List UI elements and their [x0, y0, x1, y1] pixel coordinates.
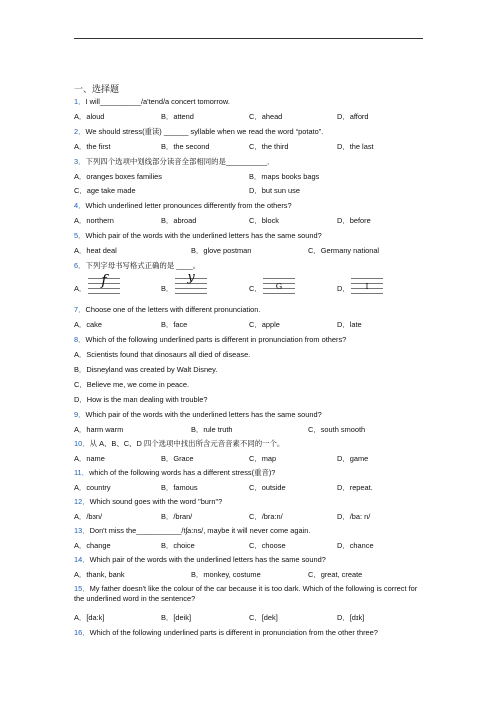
option-b[interactable]: B．/bran/	[161, 512, 193, 521]
question-14: 14．Which pair of the words with the underlined letters has the same sound?	[74, 555, 326, 564]
option-a[interactable]: A．thank, bank	[74, 570, 125, 579]
option-d[interactable]: D．game	[337, 454, 369, 463]
option-b[interactable]: B．the second	[161, 142, 210, 151]
option-b[interactable]: B．attend	[161, 112, 194, 121]
option-d-handwriting[interactable]: I	[351, 277, 383, 293]
option-a[interactable]: A．name	[74, 454, 105, 463]
question-1: 1．I will__________/a'tend/a concert tomorrow.	[74, 97, 230, 106]
option-a[interactable]: A．change	[74, 541, 111, 550]
options-2	[74, 142, 434, 152]
question-9: 9．Which pair of the words with the underlined letters has the same sound?	[74, 410, 322, 419]
section-title: 一、选择题	[74, 84, 120, 94]
option-a[interactable]: A．[da:k]	[74, 613, 105, 622]
option-b[interactable]: B．maps books bags	[249, 172, 320, 181]
option-b[interactable]: B．glove postman	[191, 246, 252, 255]
question-4: 4．Which underlined letter pronounces differently from the others?	[74, 201, 292, 210]
option-b[interactable]: B．[deik]	[161, 613, 191, 622]
options-12	[74, 512, 434, 522]
option-b[interactable]: B．famous	[161, 483, 198, 492]
options-3b	[74, 186, 434, 196]
option-b[interactable]: B．rule truth	[191, 425, 233, 434]
options-10	[74, 454, 434, 464]
option-a[interactable]: A．heat deal	[74, 246, 117, 255]
options-11	[74, 483, 434, 493]
options-7	[74, 320, 434, 330]
option-a[interactable]: A．country	[74, 483, 111, 492]
question-10: 10．从 A、B、C、D 四个选项中找出所含元音音素不同的一个。	[74, 439, 285, 448]
question-11: 11．which of the following words has a different stress(重音)?	[74, 468, 276, 477]
question-3: 3．下列四个选项中划线部分读音全部相同的是__________．	[74, 157, 275, 166]
option-c[interactable]: C．ahead	[249, 112, 283, 121]
option-8c[interactable]: C．Believe me, we come in peace.	[74, 380, 190, 389]
option-c[interactable]: C．map	[249, 454, 277, 463]
option-8a[interactable]: A．Scientists found that dinosaurs all died of disease.	[74, 350, 251, 359]
option-b[interactable]: B．Grace	[161, 454, 194, 463]
options-13	[74, 541, 434, 551]
option-a[interactable]: A．oranges boxes families	[74, 172, 162, 181]
question-8: 8．Which of the following underlined parts is different in pronunciation from others?	[74, 335, 347, 344]
option-c[interactable]: C．block	[249, 216, 279, 225]
option-c[interactable]: C．Germany national	[308, 246, 380, 255]
option-c[interactable]: C．south smooth	[308, 425, 366, 434]
option-b[interactable]: B．face	[161, 320, 188, 329]
options-5	[74, 246, 434, 256]
option-c[interactable]: C．/bra:n/	[249, 512, 283, 521]
option-a[interactable]: A．/bɜn/	[74, 512, 103, 521]
option-a[interactable]: A．the first	[74, 142, 111, 151]
question-5: 5．Which pair of the words with the underlined letters has the same sound?	[74, 231, 322, 240]
option-c[interactable]: C．apple	[249, 320, 280, 329]
option-d[interactable]: D．/ba: n/	[337, 512, 371, 521]
question-6: 6．下列字母书写格式正确的是 ____。	[74, 261, 201, 270]
question-2: 2．We should stress(重读) ______ syllable when we read the word “potato”.	[74, 127, 324, 136]
option-c[interactable]: C．outside	[249, 483, 286, 492]
option-a[interactable]: A．northern	[74, 216, 114, 225]
option-8b[interactable]: B．Disneyland was created by Walt Disney.	[74, 365, 218, 374]
option-b[interactable]: B．choice	[161, 541, 195, 550]
option-8d[interactable]: D．How is the man dealing with trouble?	[74, 395, 208, 404]
option-c-label[interactable]: C．	[249, 284, 262, 293]
question-15: 15．My father doesn't like the colour of the car because it is too dark. Which of the following is correct for the underlined word in the sentence?	[74, 584, 418, 603]
option-d[interactable]: D．late	[337, 320, 362, 329]
option-d[interactable]: D．the last	[337, 142, 374, 151]
option-b[interactable]: B．monkey, costume	[191, 570, 261, 579]
options-3a	[74, 172, 434, 182]
option-a[interactable]: A．cake	[74, 320, 102, 329]
option-a-label[interactable]: A．	[74, 284, 87, 293]
question-13: 13．Don't miss the___________/tʃa:ns/, maybe it will never come again.	[74, 526, 311, 535]
option-c[interactable]: C．choose	[249, 541, 286, 550]
option-c[interactable]: C．the third	[249, 142, 289, 151]
option-b-handwriting[interactable]: y	[175, 277, 207, 293]
option-c[interactable]: C．great, create	[308, 570, 363, 579]
option-c-handwriting[interactable]: G	[263, 277, 295, 293]
option-d[interactable]: D．[dɪk]	[337, 613, 365, 622]
option-d[interactable]: D．but sun use	[249, 186, 300, 195]
options-4	[74, 216, 434, 226]
option-a[interactable]: A．harm warm	[74, 425, 124, 434]
option-c[interactable]: C．age take made	[74, 186, 136, 195]
options-9	[74, 425, 434, 435]
option-d[interactable]: D．before	[337, 216, 371, 225]
option-b-label[interactable]: B．	[161, 284, 174, 293]
option-d-label[interactable]: D．	[337, 284, 350, 293]
question-7: 7．Choose one of the letters with different pronunciation.	[74, 305, 261, 314]
option-b[interactable]: B．abroad	[161, 216, 197, 225]
options-1	[74, 112, 434, 122]
option-a-handwriting[interactable]: f	[88, 277, 120, 293]
question-12: 12．Which sound goes with the word "burn"?	[74, 497, 223, 506]
option-d[interactable]: D．chance	[337, 541, 374, 550]
options-15	[74, 613, 434, 623]
option-c[interactable]: C．[dek]	[249, 613, 278, 622]
option-a[interactable]: A．aloud	[74, 112, 105, 121]
question-16: 16．Which of the following underlined parts is different in pronunciation from the other three?	[74, 628, 378, 637]
option-d[interactable]: D．afford	[337, 112, 369, 121]
option-d[interactable]: D．repeat.	[337, 483, 373, 492]
options-14	[74, 570, 434, 580]
options-6	[74, 270, 434, 297]
header-rule	[74, 38, 423, 39]
